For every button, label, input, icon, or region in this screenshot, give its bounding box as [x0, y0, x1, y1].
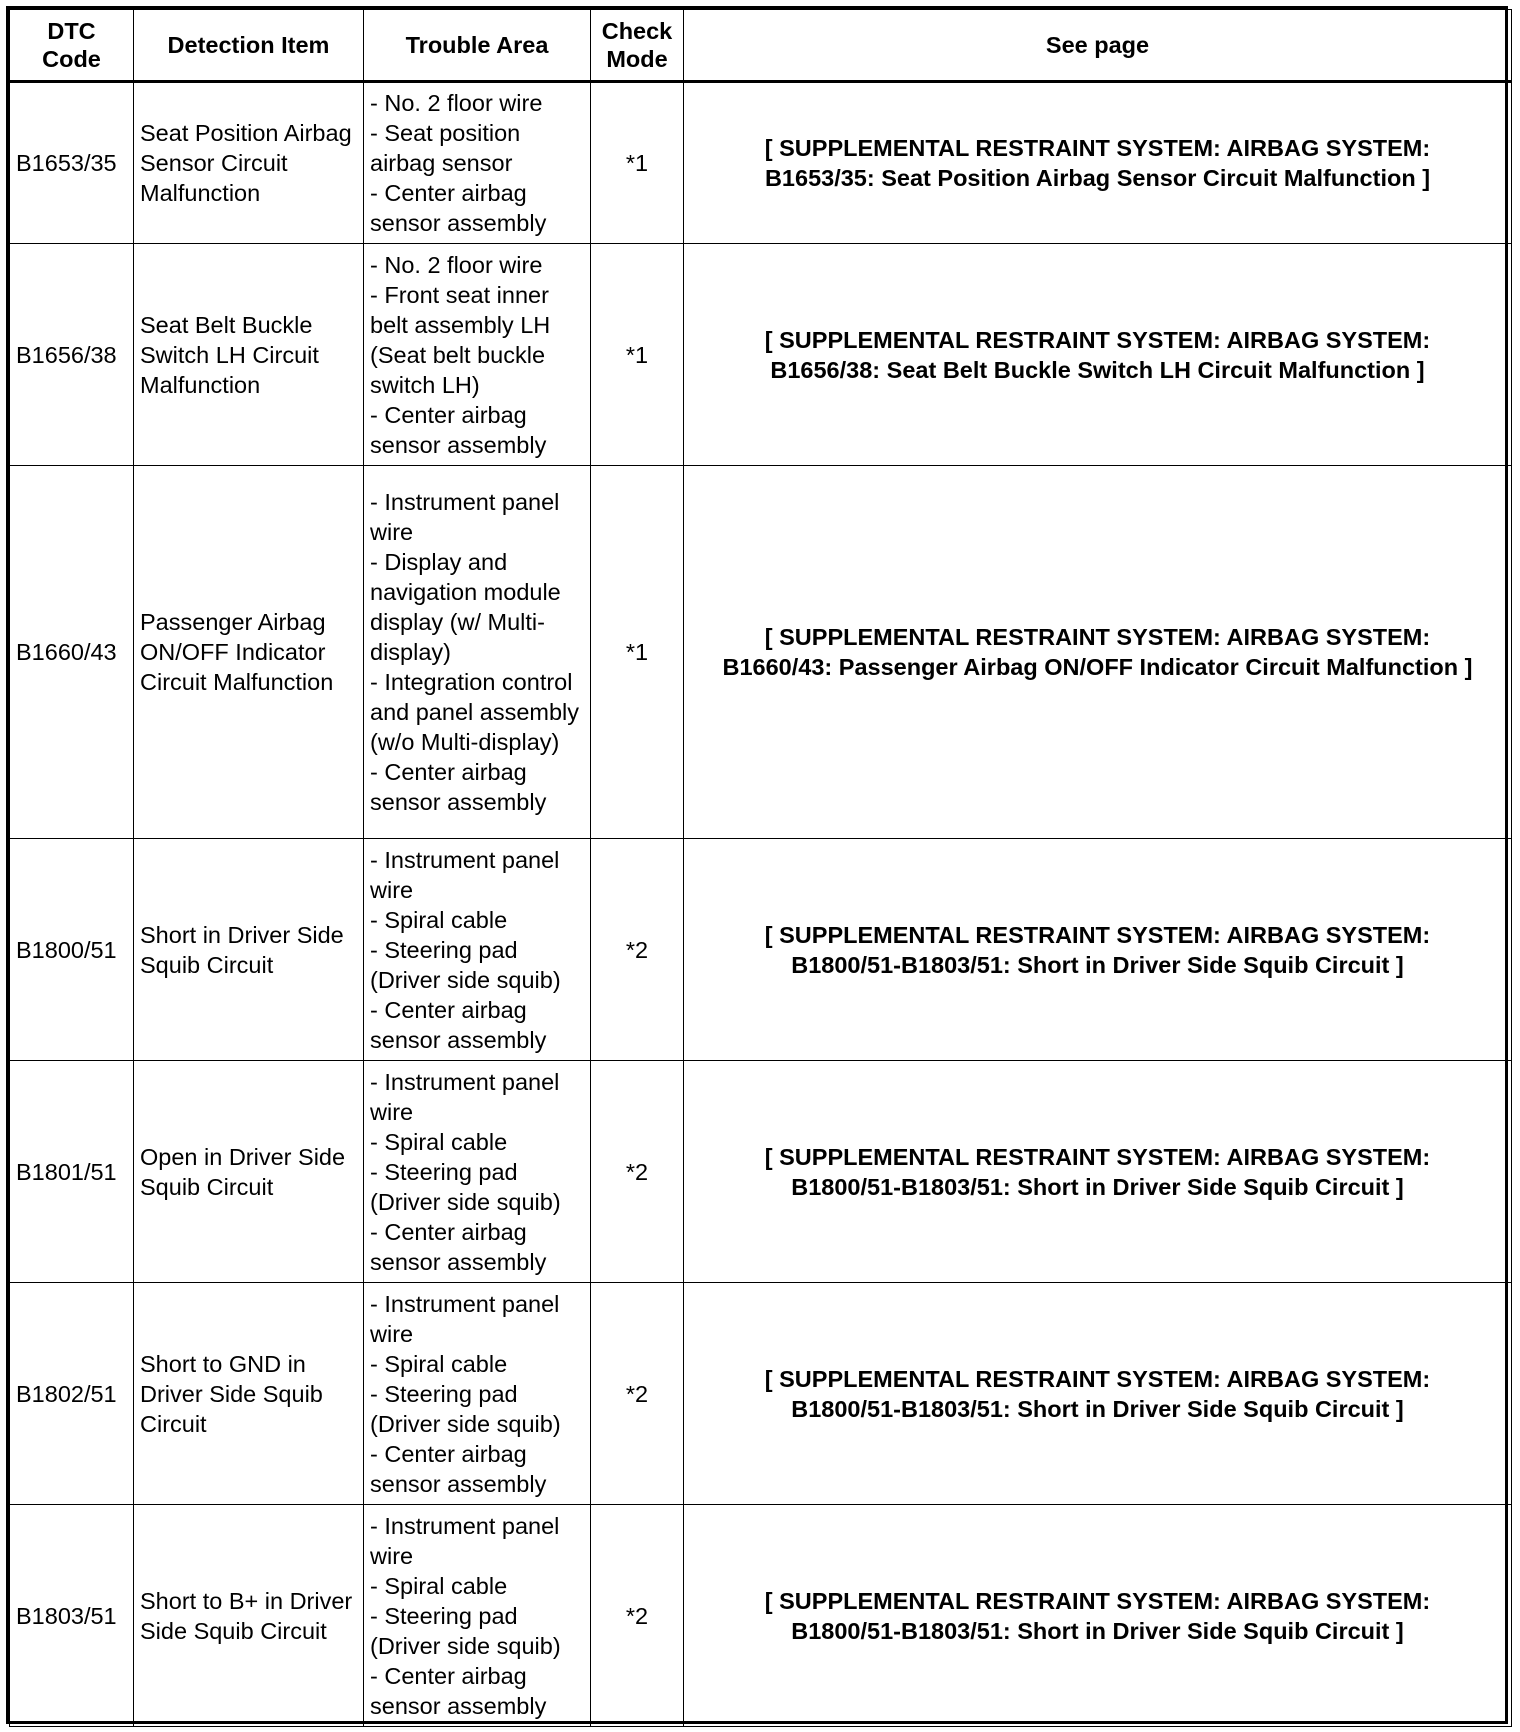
see-page-line-2: B1660/43: Passenger Airbag ON/OFF Indicator Circuit Malfunction ]: [722, 654, 1473, 680]
check-mode-cell: *2: [591, 839, 684, 1061]
header-dtc-code: DTC Code: [10, 10, 134, 82]
check-mode-cell: *2: [591, 1505, 684, 1727]
see-page-line-2: B1800/51-B1803/51: Short in Driver Side Squib Circuit ]: [791, 951, 1404, 978]
trouble-area-cell: - Instrument panel wire - Spiral cable - Steering pad (Driver side squib) - Center airbag sensor assembly: [364, 1505, 591, 1727]
trouble-area-cell: - No. 2 floor wire - Front seat inner belt assembly LH (Seat belt buckle switch LH) - Center airbag sensor assembly: [364, 244, 591, 466]
header-detection-item: Detection Item: [134, 10, 364, 82]
trouble-area-cell: - No. 2 floor wire - Seat position airbag sensor - Center airbag sensor assembly: [364, 82, 591, 244]
check-mode-cell: *1: [591, 82, 684, 244]
check-mode-cell: *2: [591, 1061, 684, 1283]
detection-item-cell: Seat Position Airbag Sensor Circuit Malfunction: [134, 82, 364, 244]
see-page-line-1: [ SUPPLEMENTAL RESTRAINT SYSTEM: AIRBAG SYSTEM:: [764, 1365, 1431, 1392]
table-row: [10, 466, 1512, 839]
see-page-link[interactable]: [684, 244, 1512, 466]
dtc-table: [9, 9, 1512, 1727]
detection-item-cell: Open in Driver Side Squib Circuit: [134, 1061, 364, 1283]
see-page-line-2: B1800/51-B1803/51: Short in Driver Side Squib Circuit ]: [791, 1617, 1404, 1644]
table-row: [10, 82, 1512, 244]
check-mode-cell: *2: [591, 1283, 684, 1505]
dtc-code-cell: B1660/43: [10, 466, 134, 839]
see-page-link[interactable]: [684, 466, 1512, 839]
dtc-code-cell: B1803/51: [10, 1505, 134, 1727]
dtc-code-cell: B1800/51: [10, 839, 134, 1061]
see-page-line-2: B1653/35: Seat Position Airbag Sensor Circuit Malfunction ]: [764, 165, 1431, 191]
table-row: [10, 839, 1512, 1061]
see-page-line-2: B1656/38: Seat Belt Buckle Switch LH Circuit Malfunction ]: [770, 356, 1425, 383]
header-trouble-area: Trouble Area: [364, 10, 591, 82]
header-check-mode: Check Mode: [591, 10, 684, 82]
dtc-code-cell: B1653/35: [10, 82, 134, 244]
table-header-row: [10, 10, 1512, 82]
trouble-area-cell: - Instrument panel wire - Display and navigation module display (w/ Multi-display) - Integration control and panel assembly (w/o Multi-display) - Center airbag sensor assembly: [364, 466, 591, 839]
header-see-page: See page: [684, 10, 1512, 82]
trouble-area-cell: - Instrument panel wire - Spiral cable - Steering pad (Driver side squib) - Center airbag sensor assembly: [364, 839, 591, 1061]
see-page-link[interactable]: [684, 1505, 1512, 1727]
see-page-line-1: [ SUPPLEMENTAL RESTRAINT SYSTEM: AIRBAG SYSTEM:: [764, 326, 1431, 353]
see-page-line-2: B1800/51-B1803/51: Short in Driver Side Squib Circuit ]: [791, 1395, 1404, 1422]
table-row: [10, 1283, 1512, 1505]
see-page-line-1: [ SUPPLEMENTAL RESTRAINT SYSTEM: AIRBAG SYSTEM:: [764, 135, 1431, 161]
trouble-area-cell: - Instrument panel wire - Spiral cable - Steering pad (Driver side squib) - Center airbag sensor assembly: [364, 1283, 591, 1505]
dtc-code-cell: B1656/38: [10, 244, 134, 466]
detection-item-cell: Short to B+ in Driver Side Squib Circuit: [134, 1505, 364, 1727]
dtc-code-cell: B1802/51: [10, 1283, 134, 1505]
see-page-line-1: [ SUPPLEMENTAL RESTRAINT SYSTEM: AIRBAG SYSTEM:: [764, 1587, 1431, 1614]
see-page-link[interactable]: [684, 839, 1512, 1061]
detection-item-cell: Passenger Airbag ON/OFF Indicator Circuit Malfunction: [134, 466, 364, 839]
detection-item-cell: Short in Driver Side Squib Circuit: [134, 839, 364, 1061]
see-page-link[interactable]: [684, 1061, 1512, 1283]
check-mode-cell: *1: [591, 244, 684, 466]
see-page-line-2: B1800/51-B1803/51: Short in Driver Side Squib Circuit ]: [791, 1173, 1404, 1200]
table-row: [10, 1061, 1512, 1283]
see-page-link[interactable]: [684, 1283, 1512, 1505]
detection-item-cell: Short to GND in Driver Side Squib Circuit: [134, 1283, 364, 1505]
see-page-line-1: [ SUPPLEMENTAL RESTRAINT SYSTEM: AIRBAG SYSTEM:: [764, 624, 1431, 650]
see-page-line-1: [ SUPPLEMENTAL RESTRAINT SYSTEM: AIRBAG SYSTEM:: [764, 921, 1431, 948]
see-page-link[interactable]: [684, 82, 1512, 244]
check-mode-cell: *1: [591, 466, 684, 839]
table-row: [10, 1505, 1512, 1727]
see-page-line-1: [ SUPPLEMENTAL RESTRAINT SYSTEM: AIRBAG SYSTEM:: [764, 1143, 1431, 1170]
trouble-area-cell: - Instrument panel wire - Spiral cable - Steering pad (Driver side squib) - Center airbag sensor assembly: [364, 1061, 591, 1283]
detection-item-cell: Seat Belt Buckle Switch LH Circuit Malfunction: [134, 244, 364, 466]
dtc-table-container: [6, 6, 1508, 1724]
table-row: [10, 244, 1512, 466]
dtc-code-cell: B1801/51: [10, 1061, 134, 1283]
